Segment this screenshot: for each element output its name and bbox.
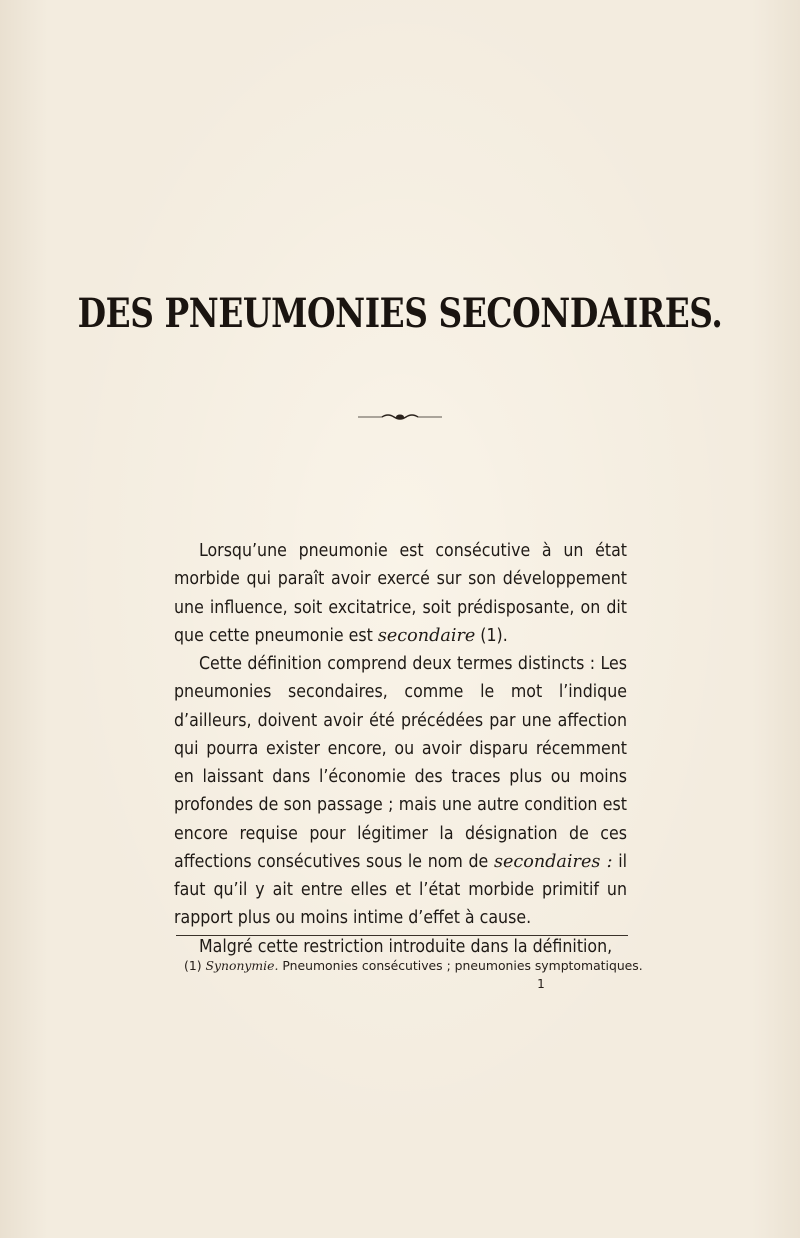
paragraph-2 [174,650,627,933]
paragraph-3-text: Malgré cette restriction introduite dans la définition, [199,936,613,957]
body-text [174,537,627,961]
paragraph-2-tail: il faut qu’il y ait entre elles et l’état morbide primitif un rapport plus ou moins intime d’effet à cause. [174,851,628,929]
paragraph-1-italic: secondaire [377,625,476,646]
paragraph-2-text: Cette définition comprend deux termes distincts : Les pneumonies secondaires, comme le mot l’indique d’ailleurs, doivent avoir été précédées par une affection qui pourra exister encore, ou avoir disparu récemment en laissant dans l’économie des traces plus ou moins profondes de son passage ; mais une autre condition est encore requise pour légitimer la désignation de ces affections consécutives sous le nom de [174,654,627,872]
paragraph-1 [174,537,627,650]
footnote [184,958,643,973]
footnote-label: Synonymie. [205,958,279,973]
paragraph-3 [174,933,627,961]
page-number: 1 [537,977,545,991]
paragraph-1-text: Lorsqu’une pneumonie est consécutive à un état morbide qui paraît avoir exercé sur son développement une influence, soit excitatrice, soit prédisposante, on dit que cette pneumonie est [174,541,627,646]
ornamental-divider [358,412,442,422]
chapter-title: DES PNEUMONIES SECONDAIRES. [77,290,723,337]
paragraph-2-italic: secondaires : [493,851,613,872]
footnote-separator [176,935,628,936]
footnote-number: (1) [184,958,202,973]
footnote-text: Pneumonies consécutives ; pneumonies symptomatiques. [282,958,643,973]
paragraph-1-tail: (1). [475,625,508,646]
